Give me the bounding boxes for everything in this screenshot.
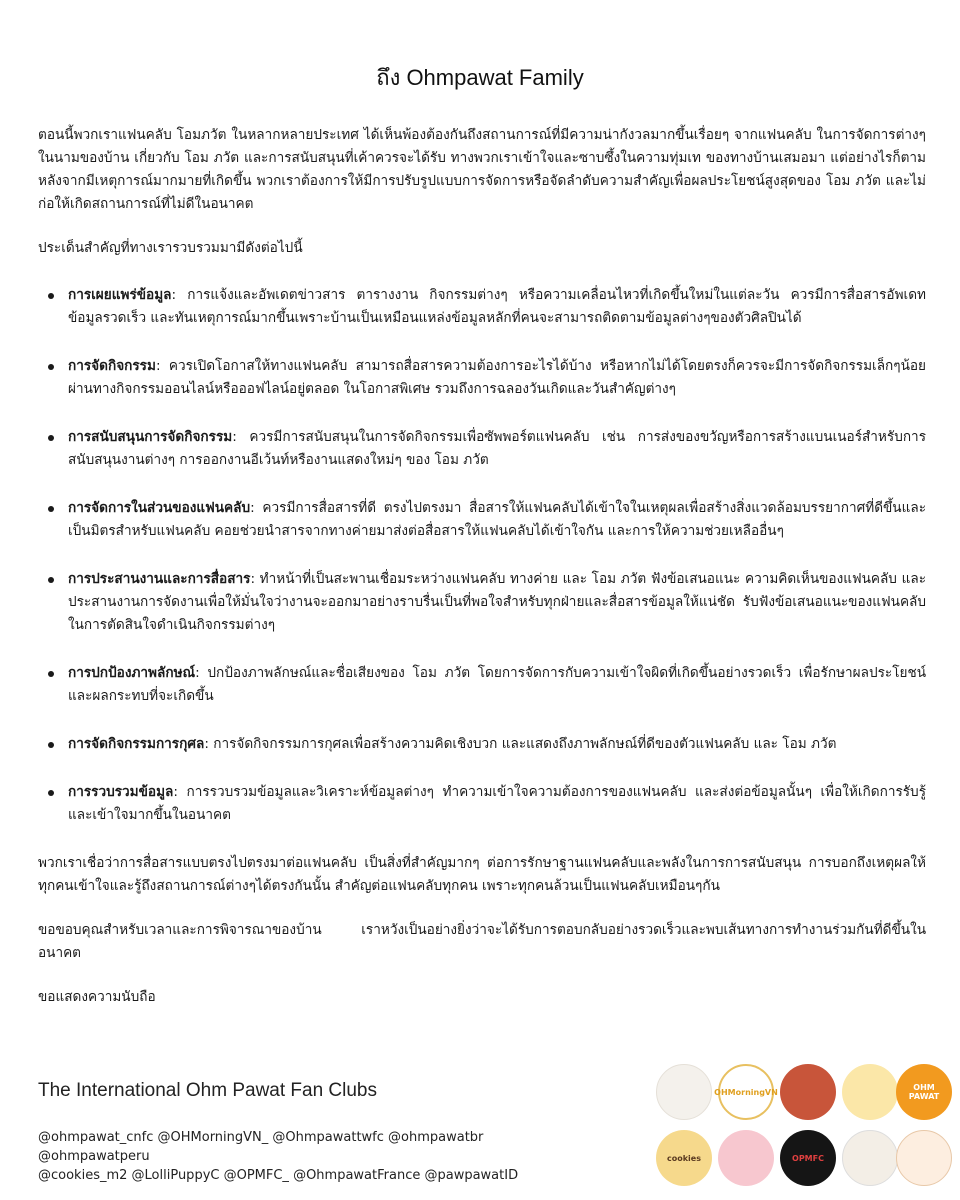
bullet-icon xyxy=(48,790,54,796)
fanclub-logo xyxy=(896,1064,952,1120)
list-heading: ประเด็นสำคัญที่ทางเรารวบรวมมามีดังต่อไปนี้ xyxy=(38,240,303,256)
bullet-icon xyxy=(48,742,54,748)
conclusion-paragraph: พวกเราเชื่อว่าการสื่อสารแบบตรงไปตรงมาต่อแฟนคลับ เป็นสิ่งที่สำคัญมากๆ ต่อการรักษาฐานแฟนคลับและพลังในการการสนับสนุน การบอกถึงเหตุผลให้ทุกคนเข้าใจและรู้ถึงสถานการณ์ต่างๆได้ตรงกันนั้น สำคัญต่อแฟนคลับทุกคน เพราะทุกคนล้วนเป็นแฟนคลับเหมือนๆกัน xyxy=(38,855,926,894)
fanclub-logo xyxy=(714,1064,778,1120)
bullet-icon xyxy=(48,435,54,441)
fanclub-logo xyxy=(842,1064,898,1120)
point-term: การจัดการในส่วนของแฟนคลับ xyxy=(68,500,251,516)
closing-line: ขอแสดงความนับถือ xyxy=(38,989,156,1005)
fanclub-logo xyxy=(896,1130,952,1186)
bullet-icon xyxy=(48,577,54,583)
point-term: การประสานงานและการสื่อสาร xyxy=(68,571,251,587)
point-text: : การจัดกิจกรรมการกุศลเพื่อสร้างความคิดเชิงบวก และแสดงถึงภาพลักษณ์ที่ดีของตัวแฟนคลับ และ โอม ภวัต xyxy=(204,736,837,752)
logo-label: OHMorningVN xyxy=(714,1087,778,1097)
bullet-icon xyxy=(48,293,54,299)
fanclub-logo xyxy=(656,1064,712,1120)
logo-label: cookies xyxy=(667,1153,701,1163)
list-item xyxy=(38,733,926,756)
point-term: การจัดกิจกรรมการกุศล xyxy=(68,736,205,752)
list-item xyxy=(38,355,926,401)
point-term: การสนับสนุนการจัดกิจกรรม xyxy=(68,429,233,445)
list-item xyxy=(38,284,926,330)
point-text: : ควรมีการสนับสนุนในการจัดกิจกรรมเพื่อซัพพอร์ตแฟนคลับ เช่น การส่งของขวัญหรือการสร้างแบนเนอร์สำหรับการสนับสนุนงานต่างๆ การออกงานอีเว้นท์หรืองานแสดงใหม่ๆ ของ โอม ภวัต xyxy=(68,429,926,468)
fanclub-logo xyxy=(780,1064,836,1120)
letter-body xyxy=(38,124,926,1030)
logo-label xyxy=(744,1156,748,1160)
logo-label xyxy=(806,1090,810,1094)
point-term: การรวบรวมข้อมูล xyxy=(68,784,174,800)
logo-label xyxy=(868,1090,872,1094)
bullet-icon xyxy=(48,506,54,512)
bullet-icon xyxy=(48,671,54,677)
point-text: : ควรมีการสื่อสารที่ดี ตรงไปตรงมา สื่อสารให้แฟนคลับได้เข้าใจในเหตุผลเพื่อสร้างสิ่งแวดล้อมบรรยากาศที่ดีขึ้นและเป็นมิตรสำหรับแฟนคลับ คอยช่วยนำสารจากทางค่ายมาส่งต่อสื่อสารให้แฟนคลับได้เข้าใจกัน และการให้ความช่วยเหลืออื่นๆ xyxy=(68,500,926,539)
intro-paragraph: ตอนนี้พวกเราแฟนคลับ โอมภวัต ในหลากหลายประเทศ ได้เห็นพ้องต้องกันถึงสถานการณ์ที่มีความน่ากังวลมากขึ้นเรื่อยๆ จากแฟนคลับ ในการจัดการต่างๆในนามของบ้าน เกี่ยวกับ โอม ภวัต และการสนับสนุนที่เค้าควรจะได้รับ ทางพวกเราเข้าใจและซาบซึ้งในความทุ่มเท ของทางบ้านเสมอมา แต่อย่างไรก็ตามหลังจากมีเหตุการณ์มากมายที่เกิดขึ้น พวกเราต้องการให้มีการปรับรูปแบบการจัดการหรือจัดลำดับความสำคัญเพื่อผลประโยชน์สูงสุดของ โอม ภวัต และไม่ก่อให้เกิดสถานการณ์ที่ไม่ดีในอนาคต xyxy=(38,127,926,212)
point-term: การเผยแพร่ข้อมูล xyxy=(68,287,172,303)
fanclub-logo xyxy=(656,1130,712,1186)
fanclub-handles xyxy=(38,1128,598,1185)
point-text: : ทำหน้าที่เป็นสะพานเชื่อมระหว่างแฟนคลับ ทางค่าย และ โอม ภวัต ฟังข้อเสนอแนะ ความคิดเห็นของแฟนคลับ และประสานงานการจัดงานเพื่อให้มั่นใจว่างานจะออกมาอย่างราบรื่นเป็นที่พอใจสำหรับทุกฝ่ายและสื่อสารข้อมูลให้แน่ชัด รับฟังข้อเสนอแนะของแฟนคลับในการตัดสินใจดำเนินกิจกรรมต่างๆ xyxy=(68,571,926,633)
logo-label: OHM PAWAT xyxy=(908,1083,940,1101)
list-item xyxy=(38,781,926,827)
fanclub-logo xyxy=(842,1130,898,1186)
point-term: การปกป้องภาพลักษณ์ xyxy=(68,665,196,681)
fanclub-logo xyxy=(718,1130,774,1186)
point-text: : การแจ้งและอัพเดตข่าวสาร ตารางงาน กิจกรรมต่างๆ หรือความเคลื่อนไหวที่เกิดขึ้นใหม่ในแต่ละวัน ควรมีการสื่อสารอัพเดทข้อมูลรวดเร็ว และทันเหตุการณ์มากขึ้นเพราะบ้านเป็นเหมือนแหล่งข้อมูลหลักที่คนจะสามารถติดตามข้อมูลต่างๆของตัวศิลปินได้ xyxy=(68,287,926,326)
logo-label xyxy=(682,1090,686,1094)
bullet-icon xyxy=(48,364,54,370)
logo-label xyxy=(922,1156,926,1160)
key-points-list xyxy=(38,284,926,827)
point-text: : การรวบรวมข้อมูลและวิเคราะห์ข้อมูลต่างๆ ทำความเข้าใจความต้องการของแฟนคลับ และส่งต่อข้อมูลนั้นๆ เพื่อให้เกิดการรับรู้และเข้าใจมากขึ้นในอนาคต xyxy=(68,784,926,823)
fanclub-logo xyxy=(780,1130,836,1186)
point-text: : ปกป้องภาพลักษณ์และชื่อเสียงของ โอม ภวัต โดยการจัดการกับความเข้าใจผิดที่เกิดขึ้นอย่างรวดเร็ว เพื่อรักษาผลประโยชน์และผลกระทบที่จะเกิดขึ้น xyxy=(68,665,926,704)
signature: The International Ohm Pawat Fan Clubs xyxy=(38,1080,378,1101)
logo-label xyxy=(868,1156,872,1160)
list-item xyxy=(38,426,926,472)
point-text: : ควรเปิดโอกาสให้ทางแฟนคลับ สามารถสื่อสารความต้องการอะไรได้บ้าง หรือหากไม่ได้โดยตรงก็ควรจะมีการจัดกิจกรรมเล็กๆน้อย ผ่านทางกิจกรรมออนไลน์หรือออฟไลน์อยู่ตลอด ในโอกาสพิเศษ รวมถึงการฉลองวันเกิดและวันสำคัญต่างๆ xyxy=(68,358,926,397)
handles-line: @ohmpawat_cnfc @OHMorningVN_ @Ohmpawattwfc @ohmpawatbr @ohmpawatperu xyxy=(38,1130,484,1164)
point-term: การจัดกิจกรรม xyxy=(68,358,156,374)
handles-line: @cookies_m2 @LolliPuppyC @OPMFC_ @OhmpawatFrance @pawpawatID xyxy=(38,1168,519,1183)
fanclub-logos xyxy=(656,1064,956,1194)
thanks-paragraph: ขอขอบคุณสำหรับเวลาและการพิจารณาของบ้าน เราหวังเป็นอย่างยิ่งว่าจะได้รับการตอบกลับอย่างรวดเร็วและพบเส้นทางการทำงานร่วมกันที่ดีขึ้นในอนาคต xyxy=(38,922,926,961)
list-item xyxy=(38,568,926,637)
list-item xyxy=(38,662,926,708)
letter-title: ถึง Ohmpawat Family xyxy=(376,65,584,90)
list-item xyxy=(38,497,926,543)
logo-label: OPMFC xyxy=(792,1153,824,1163)
